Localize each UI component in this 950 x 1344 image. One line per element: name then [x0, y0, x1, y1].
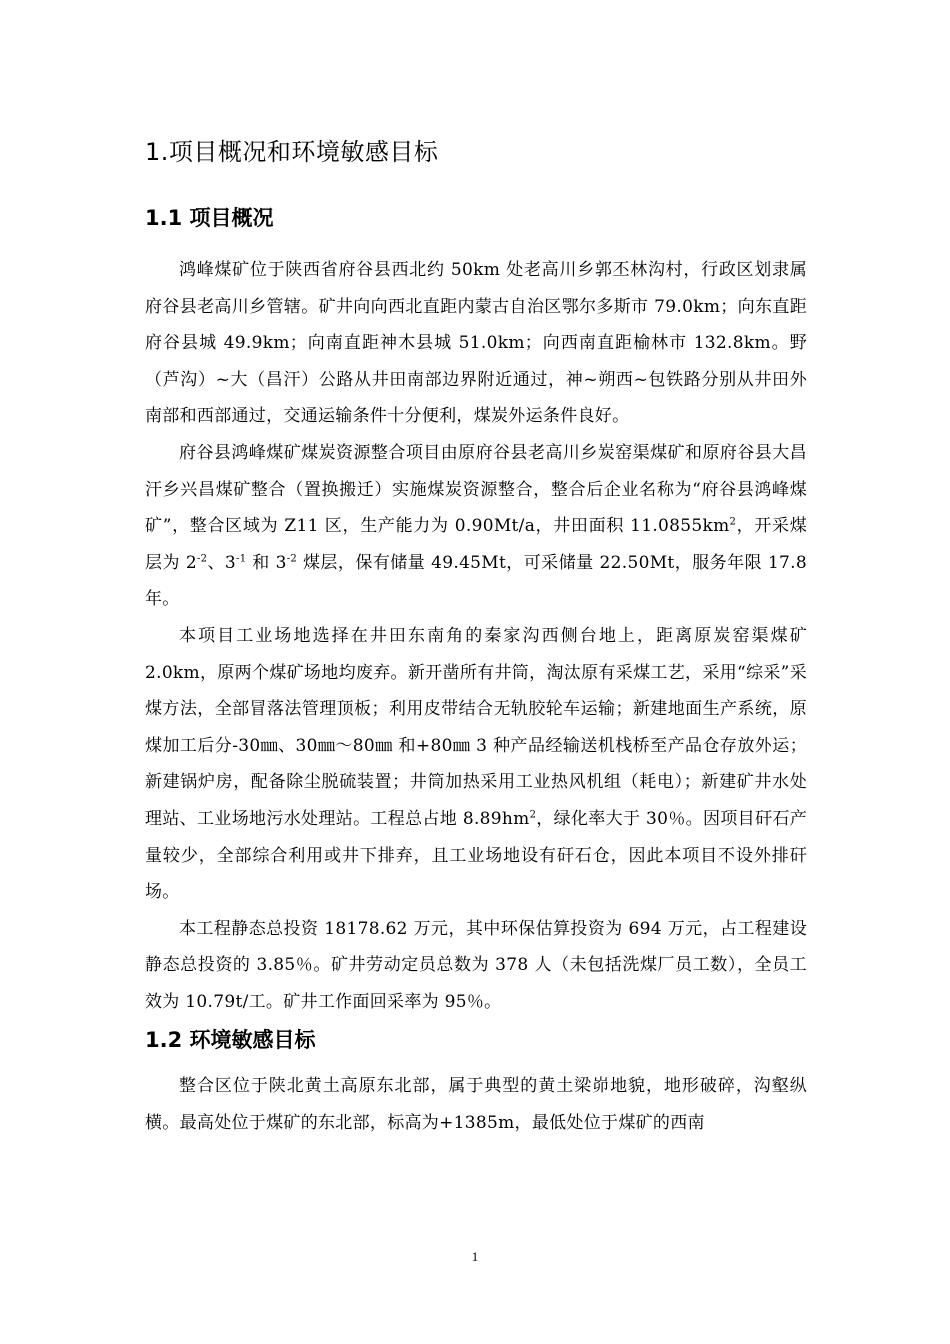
text-run: 本项目工业场地选择在井田东南角的秦家沟西侧台地上，距离原炭窑渠煤矿 2.0km，原两个煤矿场地均废弃。新开凿所有井筒，淘汰原有采煤工艺，采用“综采”采煤方法，全部冒落法管理顶板；利用皮带结合无轨胶轮车运输；新建地面生产系统，原煤加工后分-30㎜、30㎜～80㎜ 和+80㎜ 3 种产品经输送机栈桥至产品仓存放外运；新建锅炉房，配备除尘脱硫装置；井筒加热采用工业热风机组（耗电）；新建矿井水处理站、工业场地污水处理站。工程总占地 8.89hm — [145, 625, 807, 829]
text-run: 府谷县鸿峰煤矿煤炭资源整合项目由原府谷县老高川乡炭窑渠煤矿和原府谷县大昌汗乡兴昌煤矿整合（置换搬迁）实施煤炭资源整合，整合后企业名称为“府谷县鸿峰煤矿”，整合区域为 Z11 区，生产能力为 0.90Mt/a，井田面积 11.0855km — [145, 442, 807, 537]
paragraph-integration — [145, 435, 807, 618]
chapter-title: 1.项目概况和环境敏感目标 — [145, 138, 439, 166]
text-run: 煤层，保有储量 49.45Mt，可采储量 22.50Mt，服务年限 17.8 年。 — [145, 552, 807, 610]
section-heading-1-1: 1.1 项目概况 — [145, 206, 274, 230]
paragraph-terrain: 整合区位于陕北黄土高原东北部，属于典型的黄土梁峁地貌，地形破碎，沟壑纵横。最高处位于煤矿的东北部，标高为+1385m，最低处位于煤矿的西南 — [145, 1076, 807, 1134]
paragraph-location: 鸿峰煤矿位于陕西省府谷县西北约 50km 处老高川乡郭丕林沟村，行政区划隶属府谷县老高川乡管辖。矿井向向西北直距内蒙古自治区鄂尔多斯市 79.0km；向东直距府谷县城 49.9km；向南直距神木县城 51.0km；向西南直距榆林市 132.8km。野（芦沟）~大（昌汗）公路从井田南部边界附近通过，神~朔西~包铁路分别从井田外南部和西部通过，交通运输条件十分便利，煤炭外运条件良好。 — [145, 260, 807, 427]
superscript: 2 — [729, 516, 737, 528]
text-run: 、3 — [207, 552, 237, 573]
text-run: 和 3 — [246, 552, 287, 573]
text-run: ，绿化率大于 30％。因项目矸石产量较少，全部综合利用或井下排弃，且工业场地设有矸石仓，因此本项目不设外排矸场。 — [145, 808, 807, 903]
superscript: -1 — [236, 553, 247, 565]
page-number: 1 — [471, 1249, 479, 1264]
superscript: -2 — [286, 553, 298, 565]
paragraph-investment: 本工程静态总投资 18178.62 万元，其中环保估算投资为 694 万元，占工程建设静态总投资的 3.85％。矿井劳动定员总数为 378 人（未包括洗煤厂员工数），全员工效为 10.79t/工。矿井工作面回采率为 95％。 — [145, 918, 807, 1012]
superscript: 2 — [529, 809, 537, 821]
document-body — [145, 130, 807, 1142]
superscript: -2 — [196, 553, 208, 565]
section-heading-1-2: 1.2 环境敏感目标 — [145, 1028, 316, 1053]
text-run: ，开采煤层为 2 — [145, 516, 808, 573]
paragraph-site — [145, 618, 807, 911]
